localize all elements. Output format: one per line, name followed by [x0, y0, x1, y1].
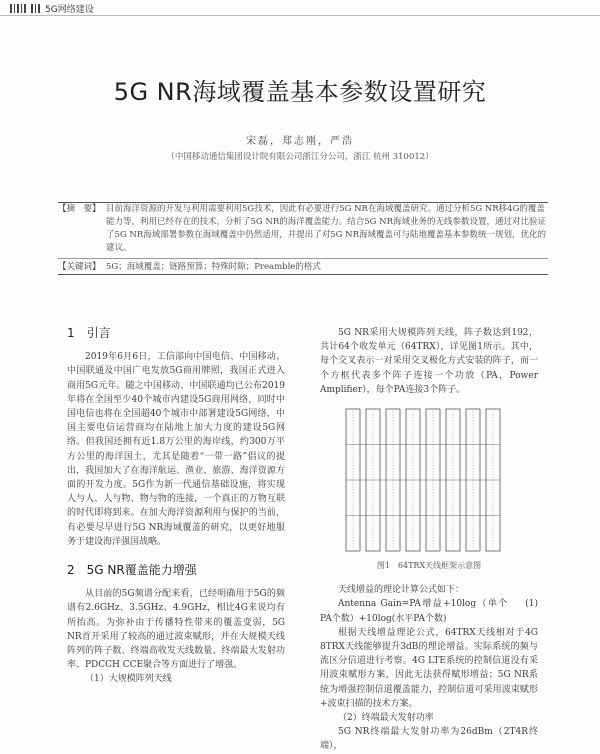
right-column: [320, 326, 538, 754]
right-paragraph-4: 5G NR终端最大发射功率为26dBm（2T4R终端），: [320, 727, 538, 752]
article-title: 5G NR海域覆盖基本参数设置研究: [113, 78, 487, 106]
header-rule: [0, 15, 600, 16]
right-paragraph-3: 根据天线增益理论公式，64TRX天线相对于4G 8TRX天线能够提升3dB的理论增益。实际系统的频与流区分信道进行考察。4G LTE系统的控制信道没有采用波束赋形方案，因此无法获得赋形增益；5G NR系统为增强控制信道覆盖能力，控制信道可采用波束赋形+波束扫描的技术方案。: [320, 627, 538, 709]
right-paragraph-2: 天线增益的理论计算公式如下：: [338, 585, 465, 596]
section-2-subheading: （1）大规模阵列天线: [85, 674, 172, 685]
section-1-heading: 1 引言: [67, 326, 111, 340]
article-affiliation: （中国移动通信集团设计院有限公司浙江分公司，浙江 杭州 310012）: [166, 152, 434, 162]
abstract-label: 【摘 要】: [58, 204, 101, 214]
abstract-text: 目前海洋资源的开发与利用需要利用5G技术，因此有必要进行5G NR在海域覆盖研究。通过分析5G NR移4G的覆盖能力等，利用已经存在的技术，分析了5G NR的海洋覆盖能力。结合5G NR海域业务的无线参数设置，通过对比验证了5G NR海域部署参数在海域覆盖中仍然适用，并提出了对5G NR海域覆盖可与陆地覆盖基本参数统一规划，优化的建议。: [106, 204, 546, 253]
antenna-array-diagram: [342, 405, 502, 555]
left-column: [67, 326, 285, 687]
header-bars-icon-2: [31, 4, 40, 13]
abstract-row: [58, 203, 548, 255]
header-section-label: 5G网络建设: [45, 5, 94, 15]
keywords-row: [58, 258, 548, 274]
header-bars-icon: [10, 4, 26, 13]
keywords-text: 5G；海域覆盖；链路预算；特殊时隙；Preamble的格式: [106, 262, 321, 272]
figure-caption: 图1 64TRX天线框架示意图: [376, 561, 482, 571]
figure-antenna-array: [342, 405, 502, 555]
section-1-paragraph: 2019年6月6日，工信部向中国电信、中国移动、中国联通及中国广电发放5G商用牌照，我国正式进入商用5G元年。随之中国移动、中国联通均已公布2019年将在全国至少40个城市内建设5G商用网络，同时中国电信也将在全国超40个城市中部署建设5G网络，中国主要电信运营商均在陆地上加大力度的建设5G网络。但我国还拥有近1.8万公里的海岸线，约300万平方公里的海洋国土，尤其是随着“一带一路”倡议的提出，我国加大了在海洋航运、渔业、旅游、海洋资源方面的开发力度。5G作为新一代通信基础设施，将实现人与人、人与物、物与物的连接，一个真正的万物互联的时代即将到来。在加大海洋资源利用与保护的当前，有必要尽早进行5G NR海域覆盖的研究，以更好地服务于建设海洋强国战略。: [67, 352, 285, 547]
right-subheading-2: （2）终端最大发射功率: [338, 713, 434, 724]
running-header: [10, 2, 94, 15]
section-2-paragraph: 从目前的5G频谱分配来看，已经明确用于5G的频谱有2.6GHz、3.5GHz、4.9GHz，相比4G来说均有所抬高。为弥补由于传播特性带来的覆盖变弱，5G NR首开采用了较高的通过波束赋形，并在大规模天线阵列的阵子数、终端高收发天线数量、终端最大发射功率、PDCCH CCE聚合等方面进行了增强。: [67, 589, 285, 671]
abstract-box: [58, 202, 548, 275]
formula-text: Antenna Gain=PA增益+10log（单个PA个数）+10log(水平PA个数): [320, 599, 508, 624]
keywords-label: 【关键词】: [58, 262, 101, 272]
formula-row: [320, 597, 538, 625]
section-2-heading: 2 5G NR覆盖能力增强: [67, 563, 197, 578]
article-authors: 宋磊，郑志刚，严浩: [246, 136, 354, 147]
right-paragraph-1: 5G NR采用大规模阵列天线，阵子数达到192，共计64个收发单元（64TRX），详见图1所示。其中，每个交叉表示一对采用交叉极化方式安装的阵子，而一个方框代表多个阵子连接一个功放（PA，Power Amplifier），每个PA连接3个阵子。: [320, 328, 538, 395]
formula-number: (1): [525, 599, 538, 610]
